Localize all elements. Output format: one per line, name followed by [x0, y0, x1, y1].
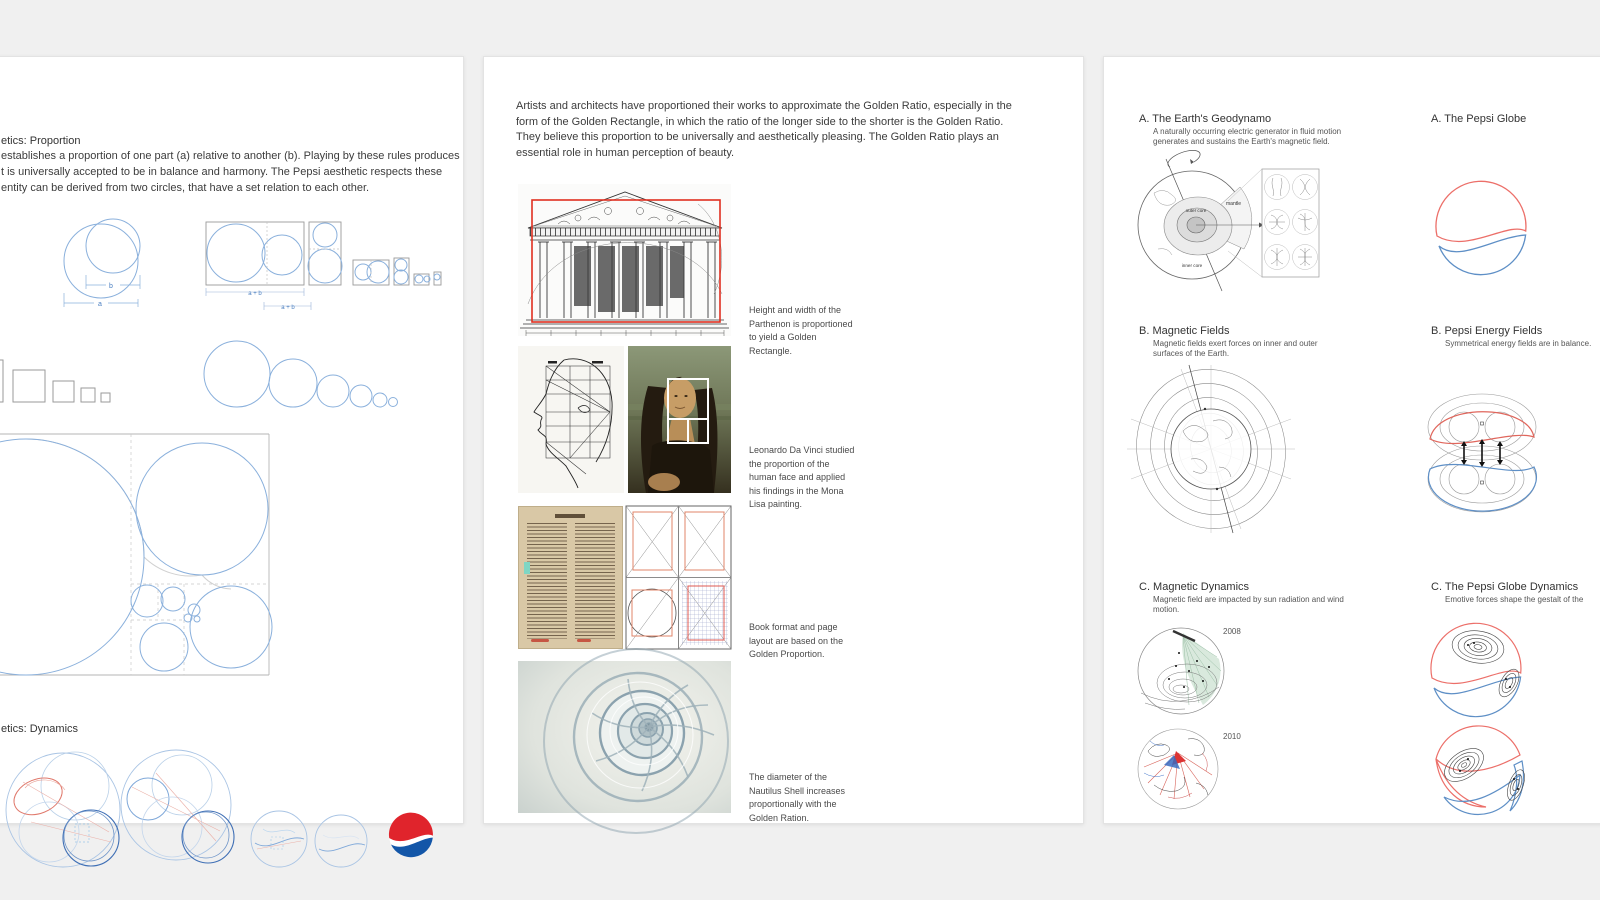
caption-nautilus: The diameter of the Nautilus Shell increases proportionally with the Golden Ration. — [749, 772, 846, 823]
layout-diagram-image — [626, 506, 731, 649]
dynamics-sequence — [1, 747, 441, 877]
decreasing-circles — [201, 337, 401, 412]
section-c-left-title: C. Magnetic Dynamics — [1139, 581, 1250, 593]
proportion-line-2: t is universally accepted to be in balance and harmony. The Pepsi aesthetic respects these — [1, 166, 443, 178]
magnetic-fields-image — [1126, 361, 1296, 536]
golden-ratio-intro: Artists and architects have proportioned their works to approximate the Golden Ratio, especially in the form of the Golden Rectangle, in which the ratio of the longer side to the shorter is the Golden Ratio. They believe this proportion to be universally and aesthetically pleasing. The Golden Ratio plays an essential role in human perception of beauty. — [516, 100, 1012, 159]
section-b-right-title: B. Pepsi Energy Fields — [1431, 325, 1543, 337]
section-b-left-sub: Magnetic fields exert forces on inner and outer surfaces of the Earth. — [1153, 339, 1318, 358]
mona-lisa-image — [628, 346, 731, 493]
nautilus-image — [518, 661, 731, 813]
section-a-left-title: A. The Earth's Geodynamo — [1139, 113, 1272, 125]
year-label-2010: 2010 — [1223, 732, 1241, 741]
pepsi-energy-fields-image — [1422, 387, 1542, 519]
page-aesthetics-proportion — [0, 56, 464, 824]
proportion-paragraph — [1, 148, 460, 196]
golden-spiral-construction — [0, 429, 269, 679]
decreasing-squares — [0, 357, 114, 407]
label-outer-core: outer core — [1185, 208, 1207, 213]
section-a-left-sub: A naturally occurring electric generator in fluid motion generates and sustains the Earth's magnetic field. — [1153, 127, 1342, 146]
pepsi-globe-dynamics-2-image — [1426, 723, 1531, 821]
pepsi-globe-outline-image — [1426, 177, 1536, 277]
section-a-right-title: A. The Pepsi Globe — [1431, 113, 1527, 125]
section-c-right-sub: Emotive forces shape the gestalt of the — [1445, 595, 1584, 604]
caption-book: Book format and page layout are based on the Golden Proportion. — [749, 622, 844, 659]
parthenon-image — [518, 184, 731, 336]
proportion-title: etics: Proportion — [1, 135, 81, 147]
magnetic-dynamics-2008-image — [1134, 623, 1229, 718]
proportion-line-1: establishes a proportion of one part (a) relative to another (b). Playing by these rules produces — [1, 150, 460, 162]
pepsi-globe-dynamics-1-image — [1424, 619, 1529, 719]
label-inner-core: inner core — [1181, 263, 1203, 268]
two-circles-diagram — [58, 215, 158, 317]
caption-mona-lisa: Leonardo Da Vinci studied the proportion of the human face and applied his findings in the Mona Lisa painting. — [749, 445, 855, 509]
page-geodynamo-comparison — [1103, 56, 1600, 824]
page-golden-ratio — [483, 56, 1084, 824]
year-label-2008: 2008 — [1223, 627, 1241, 636]
section-b-right-sub: Symmetrical energy fields are in balance. — [1445, 339, 1592, 348]
pepsi-logo — [389, 813, 433, 858]
dim-label-a: a — [98, 301, 102, 308]
proportion-line-3: entity can be derived from two circles, that have a set relation to each other. — [1, 182, 370, 194]
face-proportion-image — [518, 346, 624, 493]
section-c-right-title: C. The Pepsi Globe Dynamics — [1431, 581, 1579, 593]
caption-parthenon: Height and width of the Parthenon is proportioned to yield a Golden Rectangle. — [749, 305, 853, 356]
section-b-left-title: B. Magnetic Fields — [1139, 325, 1230, 337]
golden-rectangle-series — [201, 220, 448, 315]
geodynamo-image — [1134, 153, 1319, 295]
dim-label-b: b — [109, 283, 113, 290]
label-mantle: mantle — [1226, 201, 1242, 207]
dynamics-title: etics: Dynamics — [1, 723, 79, 735]
highlight-mark — [524, 562, 530, 574]
dim-label-a-plus-b-2: a + b — [281, 305, 295, 311]
dim-label-a-plus-b-1: a + b — [248, 291, 262, 297]
magnetic-dynamics-2010-image — [1132, 725, 1224, 813]
section-c-left-sub: Magnetic field are impacted by sun radiation and wind motion. — [1153, 595, 1344, 614]
manuscript-page-image — [518, 506, 623, 649]
